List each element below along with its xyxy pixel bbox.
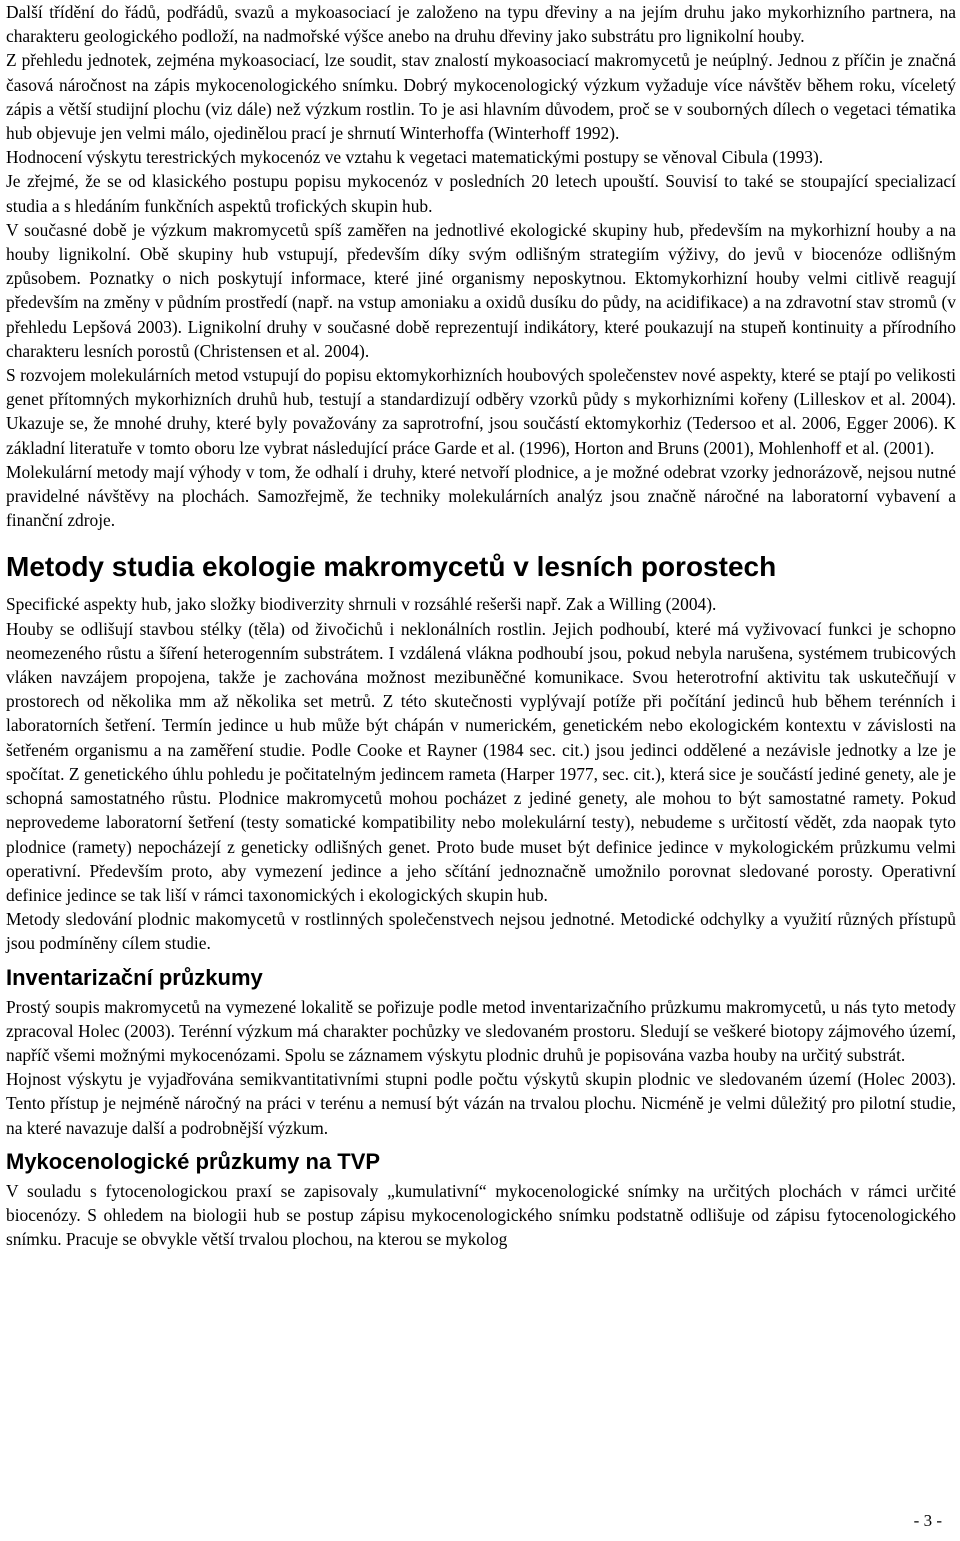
intro-paragraph-3: Hodnocení výskytu terestrických mykocenóz ve vztahu k vegetaci matematickými postupy se věnoval Cibula (1993). xyxy=(6,147,824,168)
inventory-paragraph-2: Hojnost výskytu je vyjadřována semikvantitativními stupni podle počtu výskytů skupin plodnic ve sledovaném území (Holec 2003). Tento přístup je nejméně náročný na práci v terénu a nemusí být vázán na trvalou plochu. Nicméně je velmi důležitý pro pilotní studie, na které navazuje další a podrobnější výzkum. xyxy=(6,1069,956,1138)
methods-paragraph-3: Metody sledování plodnic makomycetů v rostlinných společenstvech nejsou jednotné. Metodické odchylky a využití různých přístupů jsou podmíněny cílem studie. xyxy=(6,909,956,954)
document-page xyxy=(6,0,956,1251)
methods-paragraph-2: Houby se odlišují stavbou stélky (těla) od živočichů i neklonálních rostlin. Jejich podhoubí, které má vyživovací funkci je schopno neomezeného růstu a šíření heterogenním substrátem. I vzdálená vlákna podhoubí jsou, pokud nebyla narušena, systémem trubicových vláken navzájem propojena, takže je zachována možnost mezibuněčné komunikace. Svou heterotrofní aktivitu tak uskutečňují v prostorech od několika mm až několika set metrů. Z této skutečnosti vyplývají potíže při počítání jedinců hub během terénních i laboratorních šetření. Termín jedince u hub může být chápán v numerickém, genetickém nebo ekologickém kontextu v závislosti na šetřeném organismu a na zaměření studie. Podle Cooke et Rayner (1984 sec. cit.) jsou jedinci oddělené a nezávisle jednotky a lze je spočítat. Z genetického úhlu pohledu je počitatelným jedincem rameta (Harper 1977, sec. cit.), která sice je součástí jediné genety, ale je schopná samostatného růstu. Plodnice makromycetů mohou pocházet z jediné genety, ale mohou to být samostatné ramety. Pokud neprovedeme laboratorní šetření (testy somatické kompatibility nebo molekulární testy), nebudeme s určitostí vědět, zda naopak tyto plodnice (ramety) nepocházejí z geneticky odlišných genet. Proto bude muset být definice jedince v mykologickém průzkumu velmi operativní. Především proto, aby vymezení jedince a jeho sčítání jednoznačně umožnilo porovnat sledované porosty. Operativní definice jedince se tak liší v rámci taxonomických i ekologických skupin hub. xyxy=(6,618,956,905)
methods-paragraph-1: Specifické aspekty hub, jako složky biodiverzity shrnuli v rozsáhlé rešerši např. Zak a Willing (2004). xyxy=(6,594,717,615)
intro-paragraph-5: V současné době je výzkum makromycetů spíš zaměřen na jednotlivé ekologické skupiny hub, především na mykorhizní houby a na houby lignikolní. Obě skupiny hub vstupují, především díky svým odlišným strategiím výživy, do jevů v biocenóze odlišným způsobem. Poznatky o nich poskytují informace, které jiné organismy neposkytnou. Ektomykorhizní houby velmi citlivě reagují především na změny v půdním prostředí (např. na vstup amoniaku a oxidů dusíku do půdy, na acidifikace) a na zdravotní stav stromů (v přehledu Lepšová 2003). Lignikolní druhy v současné době reprezentují indikátory, které poukazují na stupeň kontinuity a přírodního charakteru lesních porostů (Christensen et al. 2004). xyxy=(6,219,956,361)
intro-paragraph-2: Z přehledu jednotek, zejména mykoasociací, lze soudit, stav znalostí mykoasociací makromycetů je neúplný. Jednou z příčin je značná časová náročnost na zápis mykocenologického snímku. Dobrý mykocenologický výzkum vyžaduje více návštěv během roku, víceletý zápis a větší studijní plochu (viz dále) než výzkum rostlin. To je asi hlavním důvodem, proč se v souborných dílech o vegetaci tématika hub objevuje jen velmi málo, ojedinělou prací je shrnutí Winterhoffa (Winterhoff 1992). xyxy=(6,50,956,144)
intro-paragraph-1: Další třídění do řádů, podřádů, svazů a mykoasociací je založeno na typu dřeviny a na jejím druhu jako mykorhizního partnera, na charakteru geologického podloží, na nadmořské výšce anebo na druhu dřeviny jako substrátu pro lignikolní houby. xyxy=(6,2,956,47)
inventory-paragraph-1: Prostý soupis makromycetů na vymezené lokalitě se pořizuje podle metod inventarizačního průzkumu makromycetů, u nás tyto metody zpracoval Holec (2003). Terénní výzkum má charakter pochůzky ve sledovaném prostoru. Sledují se veškeré biotopy zájmového území, napříč všemi možnými mykocenózami. Spolu se záznamem výskytu plodnic druhů je popisována vazba houby na určitý substrát. xyxy=(6,996,956,1065)
tvp-paragraph-1: V souladu s fytocenologickou praxí se zapisovaly „kumulativní“ mykocenologické snímky na určitých plochách v rámci určité biocenózy. S ohledem na biologii hub se postup zápisu mykocenologického snímku podstatně odlišuje od zápisu fytocenologického snímku. Pracuje se obvykle větší trvalou plochou, na kterou se mykolog xyxy=(6,1180,956,1250)
section-heading-tvp: Mykocenologické průzkumy na TVP xyxy=(6,1148,381,1174)
intro-paragraph-7: Molekulární metody mají výhody v tom, že odhalí i druhy, které netvoří plodnice, a je možné odebrat vzorky jednorázově, nejsou nutné pravidelné návštěvy na plochách. Samozřejmě, že techniky molekulárních analýz jsou značně náročné na laboratorní vybavení a finanční zdroje. xyxy=(6,461,956,531)
intro-paragraph-4: Je zřejmé, že se od klasického postupu popisu mykocenóz v posledních 20 letech upouští. Souvisí to také se stoupající specializací studia a s hledáním funkčních aspektů trofických skupin hub. xyxy=(6,171,956,216)
intro-paragraph-6: S rozvojem molekulárních metod vstupují do popisu ektomykorhizních houbových společenstev nové aspekty, které se ptají po velikosti genet přítomných mykorhizních druhů hub, testují a standardizují odběry vzorků půdy s mykorhizními kořeny (Lilleskov et al. 2004). Ukazuje se, že mnohé druhy, které byly považovány za saprotrofní, jsou součástí ektomykorhiz (Tedersoo et al. 2006, Egger 2006). K základní literatuře v tomto oboru lze vybrat následující práce Garde et al. (1996), Horton and Bruns (2001), Mohlenhoff et al. (2001). xyxy=(6,365,956,458)
section-heading-inventory: Inventarizační průzkumy xyxy=(6,964,263,990)
section-heading-methods: Metody studia ekologie makromycetů v lesních porostech xyxy=(6,551,777,583)
page-number: - 3 - xyxy=(913,1511,942,1530)
